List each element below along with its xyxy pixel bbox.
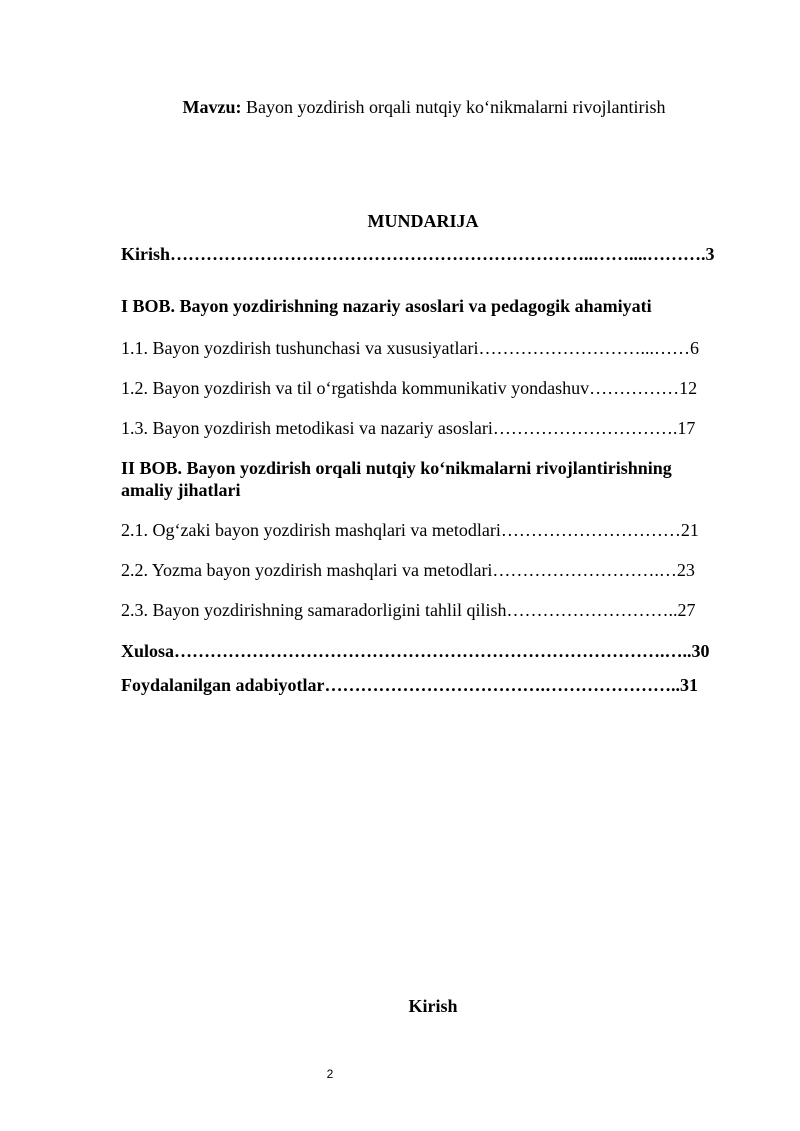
- toc-entry-conclusion: Xulosa……………………………………………………………………….…..30: [121, 641, 710, 661]
- toc-entry-1-1: 1.1. Bayon yozdirish tushunchasi va xususiyatlari………………………...……6: [121, 338, 699, 358]
- toc-heading: MUNDARIJA: [367, 211, 479, 231]
- toc-entry-2-2: 2.2. Yozma bayon yozdirish mashqlari va metodlari……………………….…23: [121, 560, 695, 580]
- topic-text: Bayon yozdirish orqali nutqiy ko‘nikmalarni rivojlantirish: [241, 97, 666, 117]
- toc-entry-1-3: 1.3. Bayon yozdirish metodikasi va nazariy asoslari………………………….17: [121, 418, 696, 438]
- document-topic: [0, 97, 800, 118]
- toc-entry-1-2: 1.2. Bayon yozdirish va til o‘rgatishda kommunikativ yondashuv……………12: [121, 378, 698, 398]
- toc-entry-2-1: 2.1. Og‘zaki bayon yozdirish mashqlari va metodlari…………………………21: [121, 520, 699, 540]
- toc-chapter-2: II BOB. Bayon yozdirish orqali nutqiy ko‘nikmalarni rivojlantirishning amaliy jihatlari: [121, 458, 672, 500]
- toc-entry-references: Foydalanilgan adabiyotlar……………………………….…………………..31: [121, 675, 699, 695]
- toc-entry-2-3: 2.3. Bayon yozdirishning samaradorligini tahlil qilish………………………..27: [121, 600, 696, 620]
- page-number: 2: [326, 1067, 334, 1081]
- toc-chapter-1: I BOB. Bayon yozdirishning nazariy asoslari va pedagogik ahamiyati: [121, 296, 652, 316]
- topic-label: Mavzu:: [182, 97, 242, 117]
- section-heading: Kirish: [408, 996, 458, 1016]
- toc-entry-intro: Kirish……………………………………………………………..……....……….3: [121, 244, 715, 264]
